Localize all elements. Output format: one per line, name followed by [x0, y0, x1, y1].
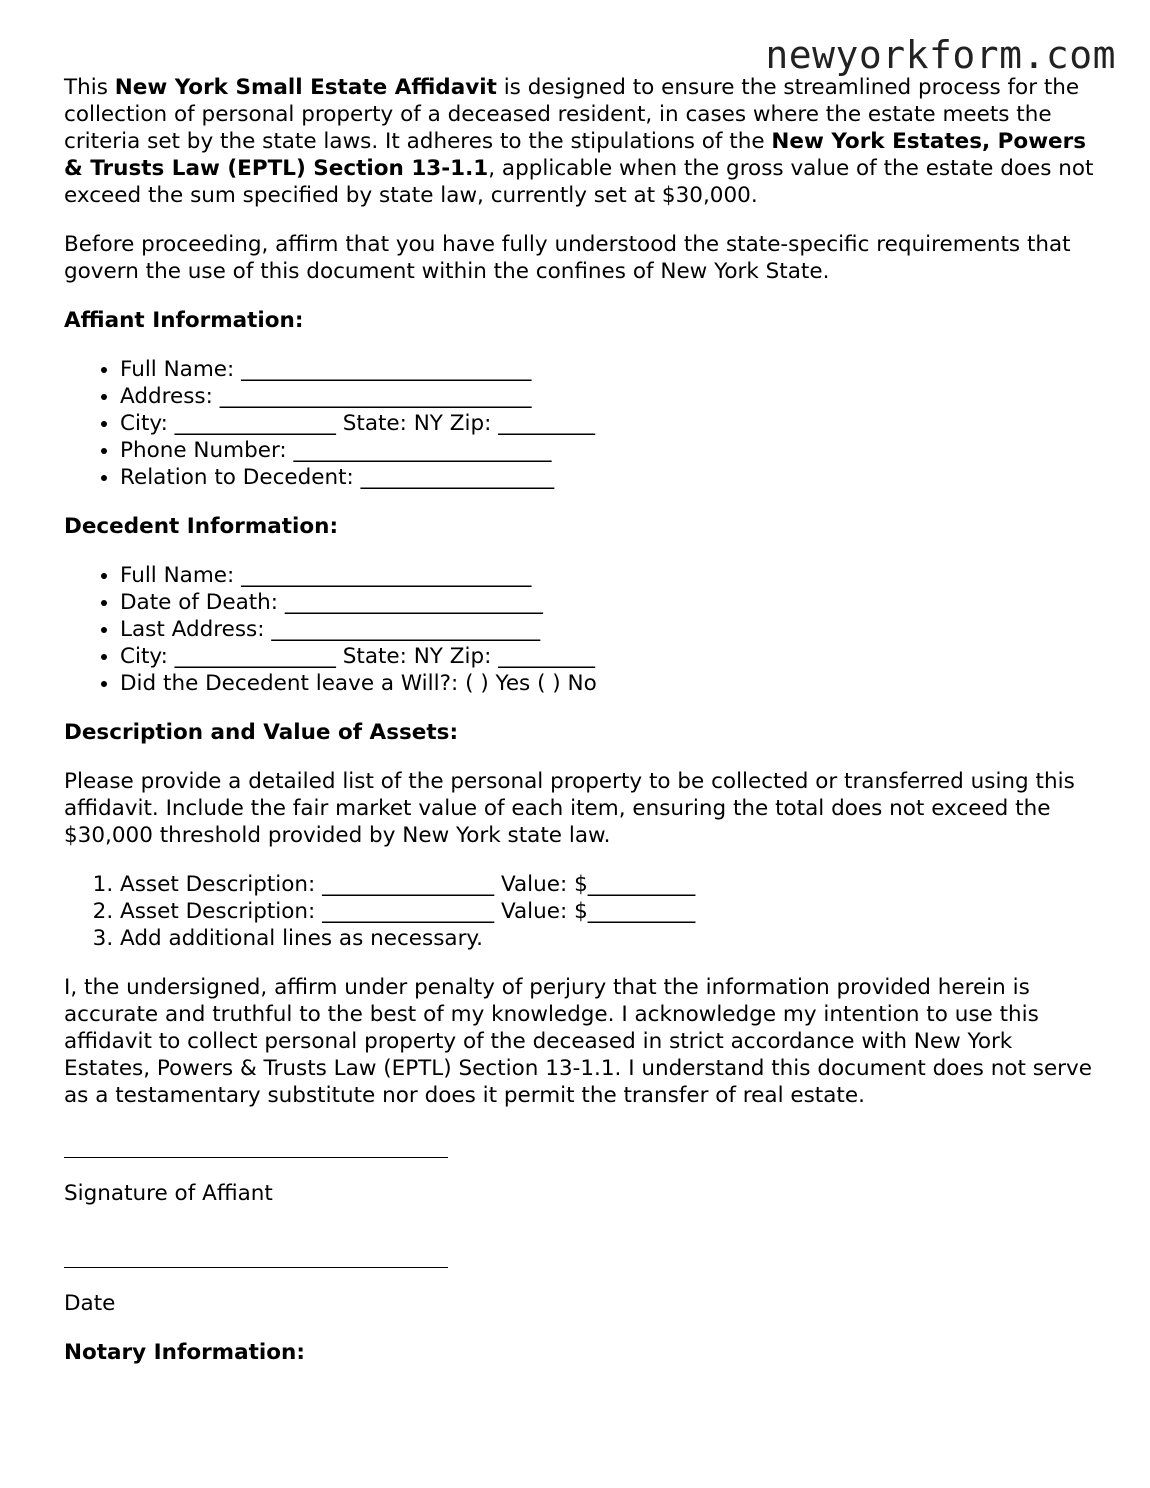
decedent-last-address-field[interactable]: • Last Address: _________________________ — [120, 616, 1094, 643]
affiant-relation-field[interactable]: • Relation to Decedent: __________________ — [120, 464, 1094, 491]
decedent-date-of-death-field[interactable]: • Date of Death: ________________________ — [120, 589, 1094, 616]
affiant-phone-field[interactable]: • Phone Number: ________________________ — [120, 437, 1094, 464]
assets-paragraph: Please provide a detailed list of the personal property to be collected or transferred using this affidavit. Include the fair market value of each item, ensuring the total does not exceed the $30,000 threshold provided by New York state law. — [64, 769, 1075, 848]
asset-line-2-field[interactable]: 2. Asset Description: ________________ Value: $__________ — [120, 898, 1094, 925]
intro-paragraph — [64, 74, 1094, 209]
law-reference-bold: New York Estates, Powers & Trusts Law (EPTL) Section 13-1.1 — [64, 129, 1087, 181]
decedent-list — [64, 562, 1094, 697]
asset-additional-note: 3. Add additional lines as necessary. — [120, 925, 1094, 952]
decedent-will-option[interactable]: • Did the Decedent leave a Will?: ( ) Yes ( ) No — [120, 670, 1094, 697]
notary-heading: Notary Information: — [64, 1340, 305, 1365]
asset-line-1-field[interactable]: 1. Asset Description: ________________ Value: $__________ — [120, 871, 1094, 898]
intro-text-1: This — [64, 75, 115, 100]
intro-text-2: is designed to ensure the streamlined process for the collection of personal property of a deceased resident, in cases where the estate meets the criteria set by the state laws. It adheres to the stipulations of the — [64, 75, 1080, 154]
affiant-heading: Affiant Information: — [64, 308, 304, 333]
form-title-bold: New York Small Estate Affidavit — [114, 75, 497, 100]
affiant-address-field[interactable]: • Address: _____________________________ — [120, 383, 1094, 410]
affiant-city-state-zip-field[interactable]: • City: _______________ State: NY Zip: _________ — [120, 410, 1094, 437]
affidavit-document — [64, 74, 1094, 1388]
affiant-full-name-field[interactable]: • Full Name: ___________________________ — [120, 356, 1094, 383]
signature-line[interactable] — [64, 1131, 448, 1158]
before-proceeding-paragraph: Before proceeding, affirm that you have fully understood the state-specific requirements that govern the use of this document within the confines of New York State. — [64, 232, 1071, 284]
intro-text-3: , applicable when the gross value of the estate does not exceed the sum specified by state law, currently set at $30,000. — [64, 156, 1094, 208]
date-line[interactable] — [64, 1241, 448, 1268]
assets-list — [64, 871, 1094, 952]
decedent-city-state-zip-field[interactable]: • City: _______________ State: NY Zip: _________ — [120, 643, 1094, 670]
affiant-list — [64, 356, 1094, 491]
date-label: Date — [64, 1291, 116, 1316]
decedent-full-name-field[interactable]: • Full Name: ___________________________ — [120, 562, 1094, 589]
affirmation-paragraph: I, the undersigned, affirm under penalty of perjury that the information provided herein is accurate and truthful to the best of my knowledge. I acknowledge my intention to use this affidavit to collect personal property of the deceased in strict accordance with New York Estates, Powers & Trusts Law (EPTL) Section 13-1.1. I understand this document does not serve as a testamentary substitute nor does it permit the transfer of real estate. — [64, 975, 1092, 1108]
assets-heading: Description and Value of Assets: — [64, 720, 459, 745]
signature-label: Signature of Affiant — [64, 1181, 273, 1206]
decedent-heading: Decedent Information: — [64, 514, 339, 539]
site-watermark: newyorkform.com — [765, 33, 1116, 77]
